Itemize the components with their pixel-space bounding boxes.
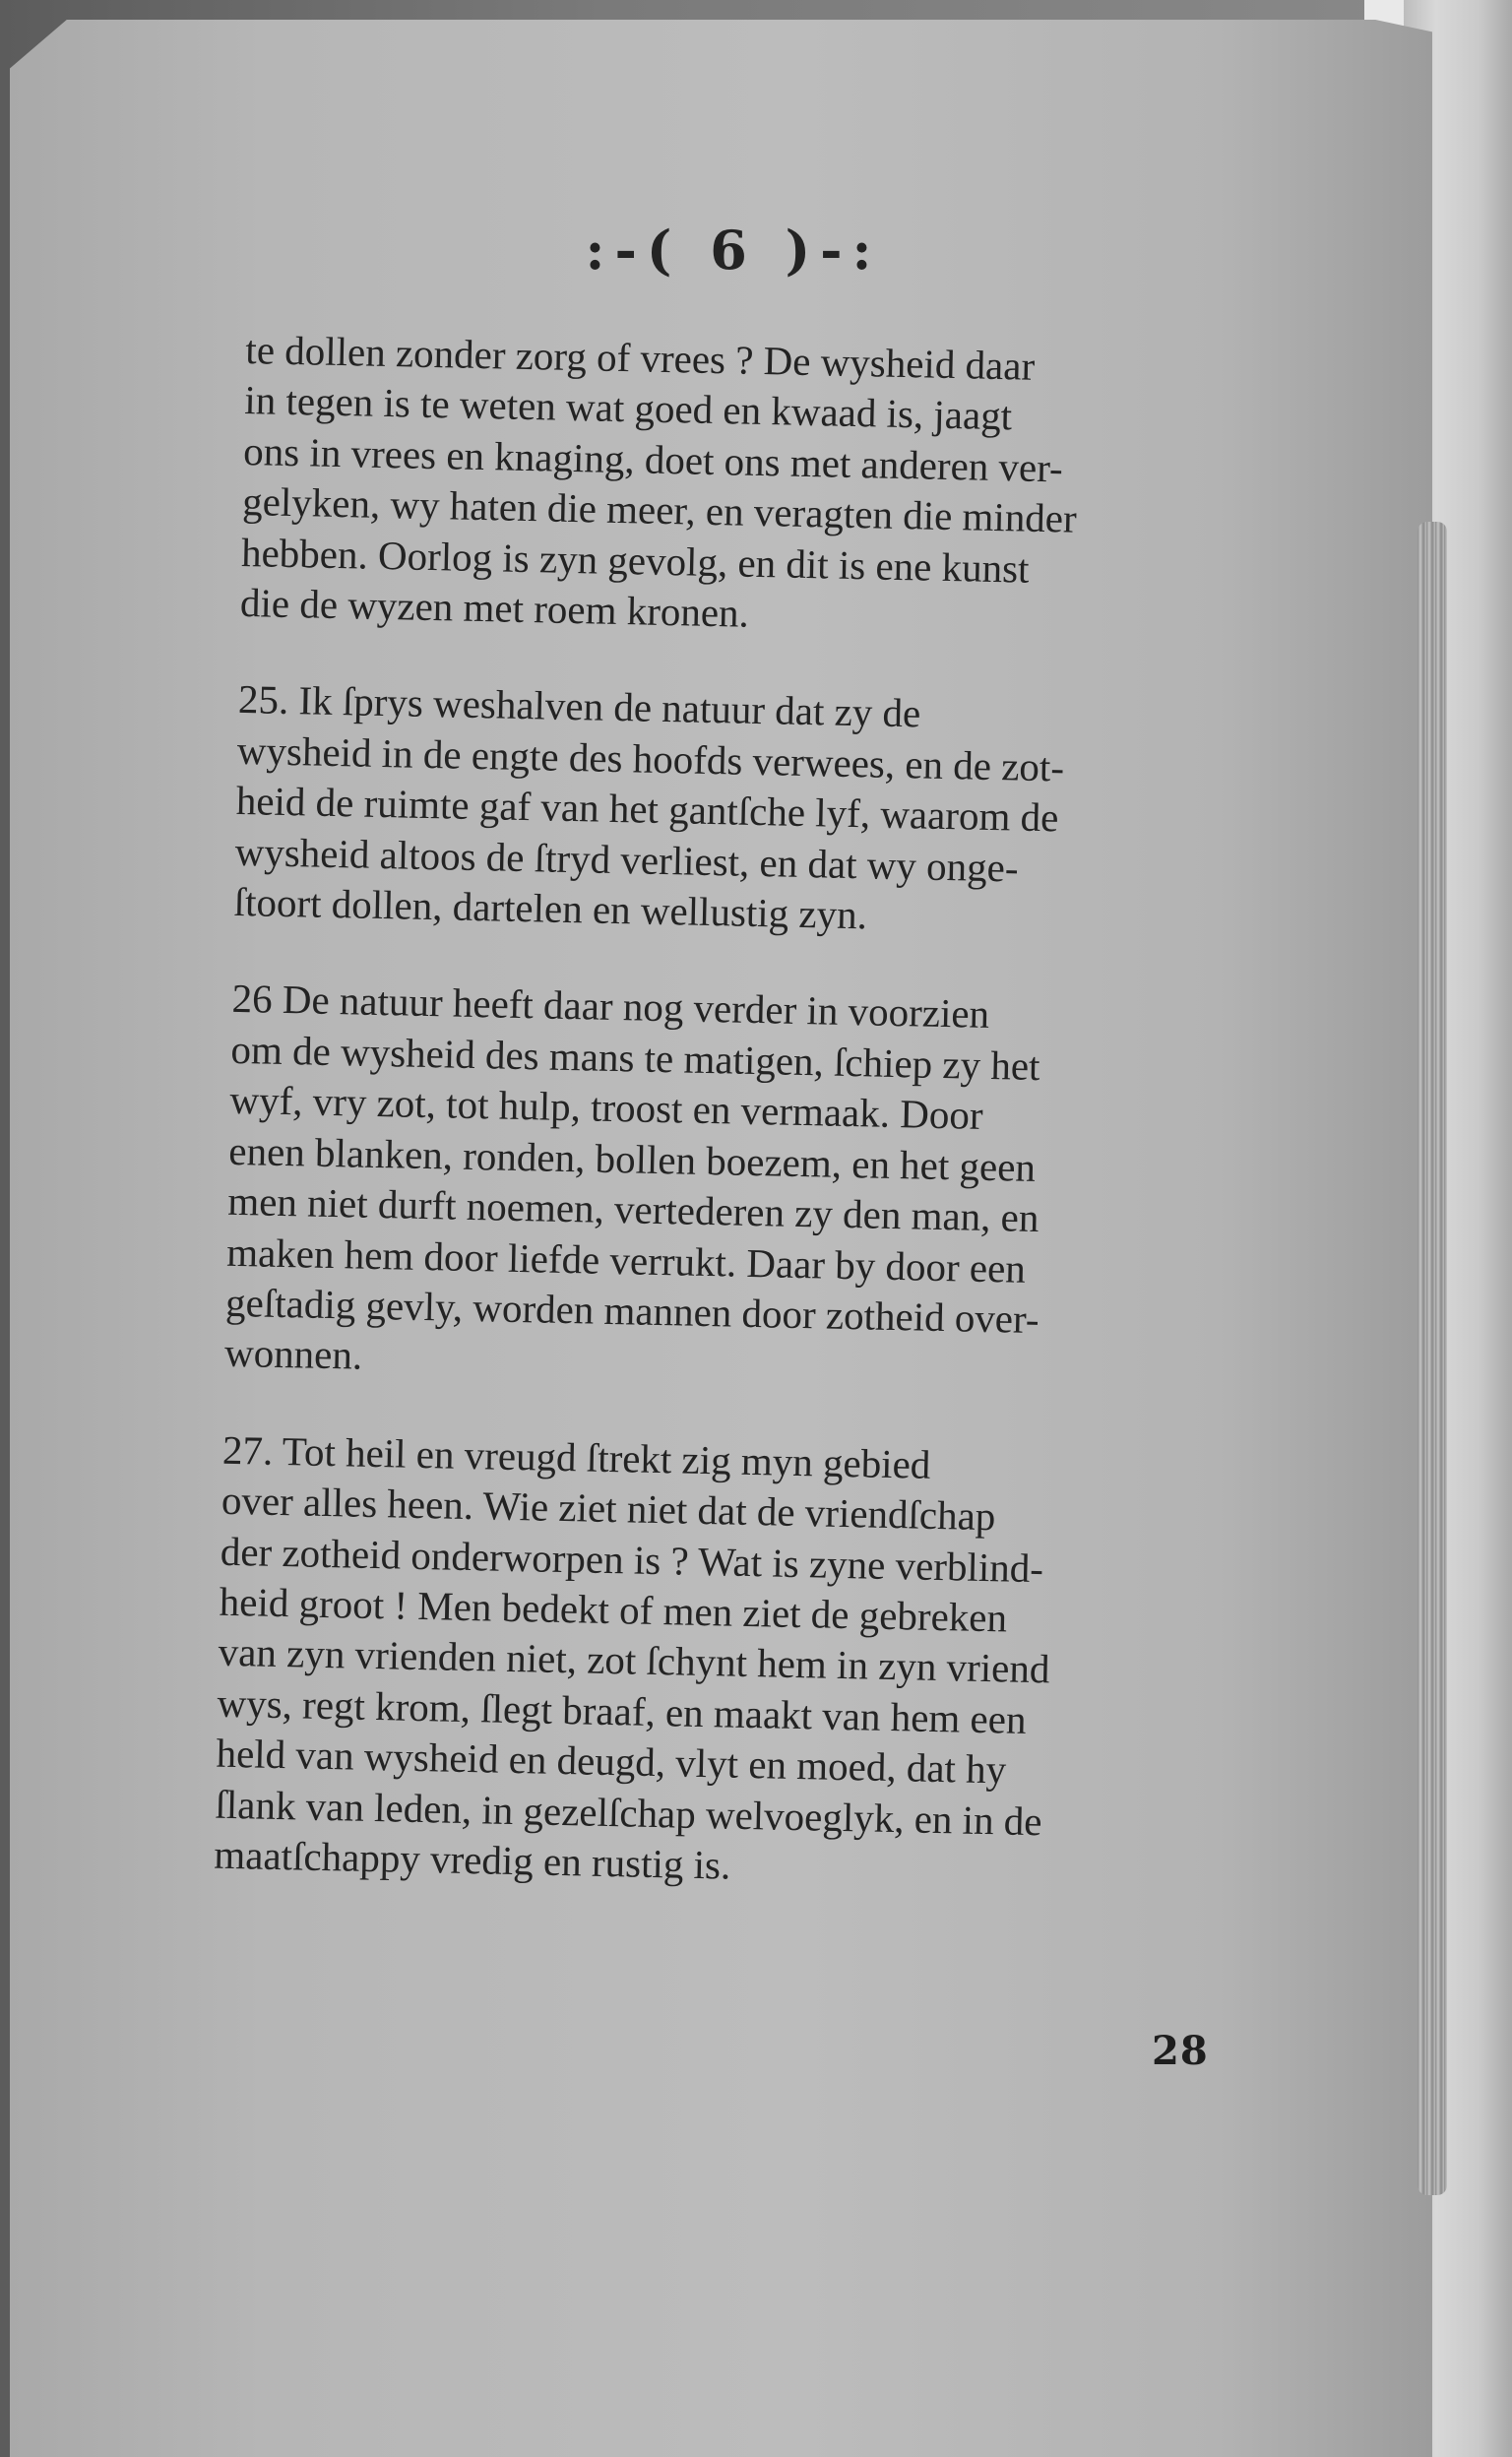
text-line: om de wysheid des mans te matigen, ſchiep zy het: [230, 1026, 1040, 1089]
text-line: ſlank van leden, in gezelſchap welvoeglyk, en in de: [215, 1781, 1043, 1844]
paragraph-27: [214, 1424, 1197, 1900]
signature-mark: 28: [1152, 2028, 1209, 2074]
text-line: 25. Ik ſprys weshalven de natuur dat zy de: [237, 676, 921, 736]
text-line: geſtadig gevly, worden mannen door zotheid over-: [224, 1279, 1040, 1342]
text-line: wyf, vry zot, tot hulp, troost en vermaak. Door: [229, 1077, 983, 1139]
text-line: wonnen.: [223, 1330, 363, 1379]
text-line: held van wysheid en deugd, vlyt en moed, dat hy: [216, 1730, 1007, 1793]
text-line: hebben. Oorlog is zyn gevolg, en dit is ene kunst: [240, 529, 1030, 592]
text-line: 27. Tot heil en vreugd ſtrekt zig myn gebied: [221, 1426, 931, 1487]
text-line: heid groot ! Men bedekt of men ziet de gebreken: [219, 1578, 1008, 1641]
paragraph-25: [233, 674, 1213, 948]
text-line: 26 De natuur heeft daar nog verder in voorzien: [231, 976, 990, 1038]
paragraph-26: [224, 974, 1207, 1399]
text-line: maatſchappy vredig en rustig is.: [213, 1831, 731, 1888]
text-line: men niet durft noemen, vertederen zy den man, en: [226, 1177, 1040, 1241]
body-text: [214, 325, 1221, 1901]
text-line: heid de ruimte gaf van het gantſche lyf, waarom de: [235, 778, 1059, 841]
text-line: over alles heen. Wie ziet niet dat de vriendſchap: [220, 1477, 996, 1540]
text-line: wys, regt krom, ſlegt braaf, en maakt van hem een: [217, 1679, 1027, 1742]
text-line: der zotheid onderworpen is ? Wat is zyne verblind-: [220, 1528, 1044, 1591]
text-line: gelyken, wy haten die meer, en veragten die minder: [241, 478, 1078, 541]
text-line: te dollen zonder zorg of vrees ? De wysheid daar: [244, 326, 1036, 389]
text-line: wysheid in de engte des hoofds verwees, en de zot-: [236, 726, 1065, 790]
text-line: maken hem door liefde verrukt. Daar by door een: [225, 1228, 1027, 1292]
text-line: ons in vrees en knaging, doet ons met anderen ver-: [242, 427, 1064, 491]
text-line: enen blanken, ronden, bollen boezem, en het geen: [227, 1127, 1037, 1190]
page-edges: [1418, 522, 1447, 2195]
text-line: in tegen is te weten wat goed en kwaad is, jaagt: [243, 377, 1013, 439]
text-line: van zyn vrienden niet, zot ſchynt hem in zyn vriend: [218, 1629, 1050, 1692]
text-line: die de wyzen met roem kronen.: [239, 579, 750, 636]
paragraph-24-continuation: [240, 325, 1221, 649]
text-line: wysheid altoos de ſtryd verliest, en dat wy onge-: [234, 828, 1020, 891]
page-header: :-( 6 )-:: [585, 219, 882, 282]
text-line: ſtoort dollen, dartelen en wellustig zyn.: [233, 878, 868, 938]
